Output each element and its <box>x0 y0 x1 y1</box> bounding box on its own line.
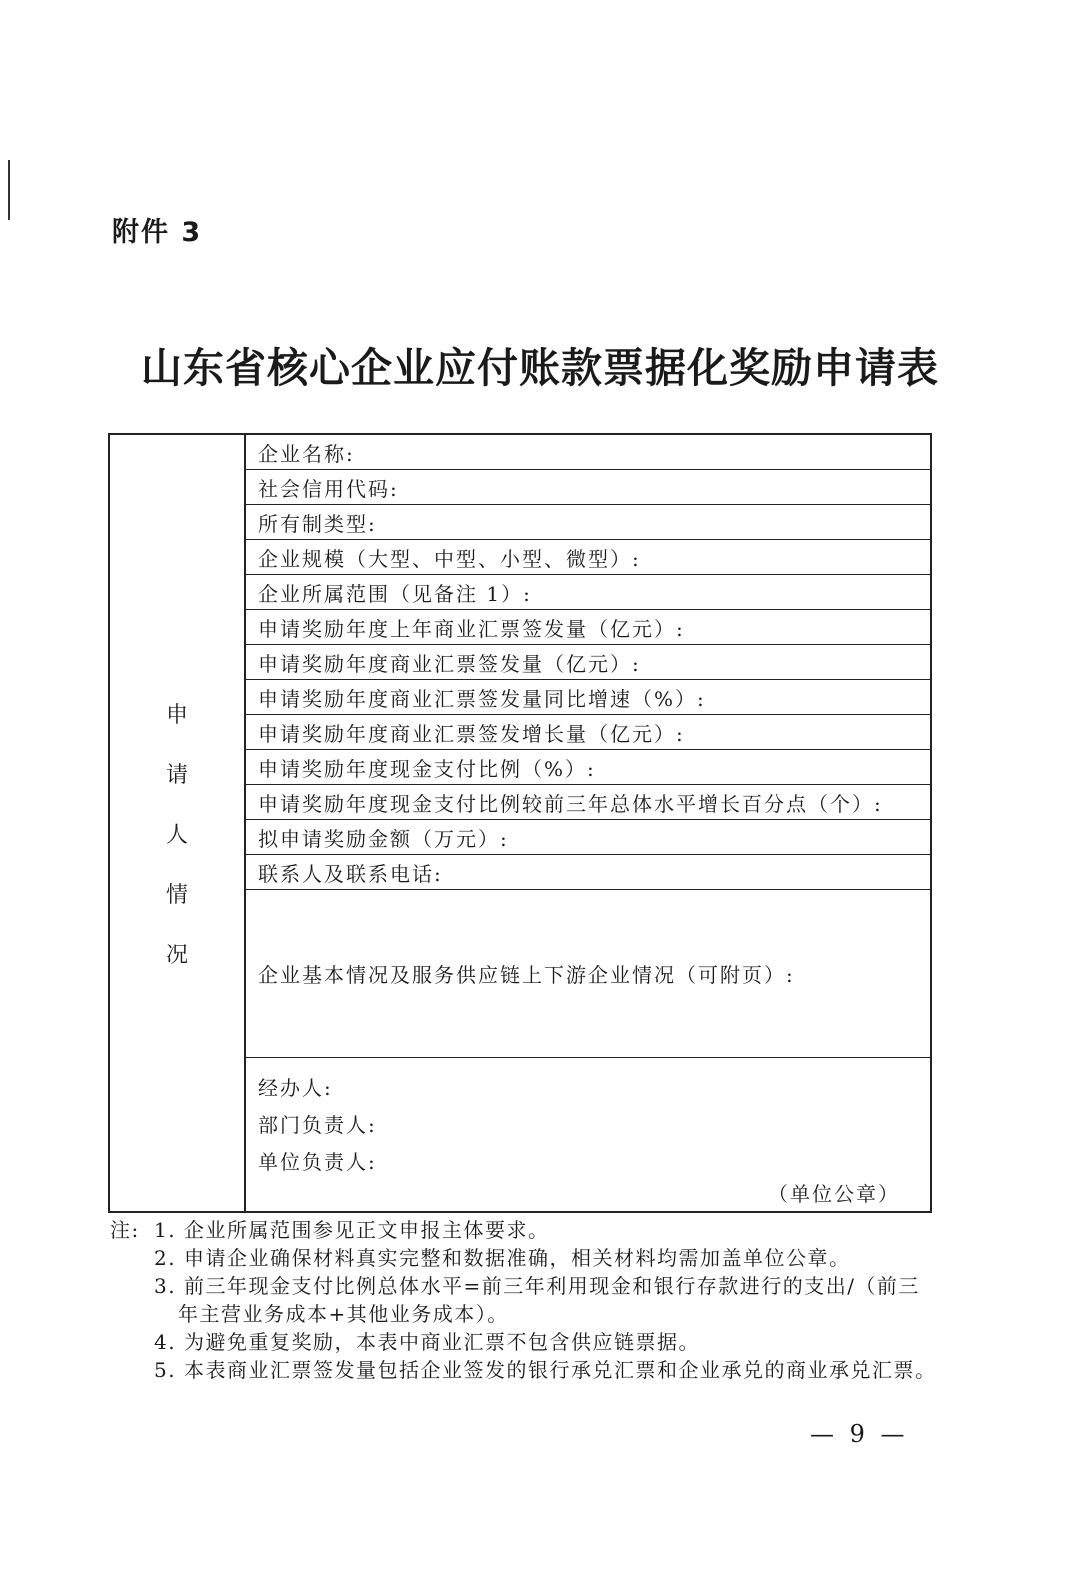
page-title: 山东省核心企业应付账款票据化奖励申请表 <box>141 344 939 392</box>
unit-seal-label: （单位公章） <box>768 1182 900 1206</box>
notes-head: 注: <box>110 1218 140 1242</box>
note-item: 3. 前三年现金支付比例总体水平=前三年利用现金和银行存款进行的支出/（前三 <box>154 1274 920 1298</box>
page-number: — 9 — <box>810 1420 909 1448</box>
field-dept-head[interactable]: 部门负责人: <box>258 1113 377 1137</box>
note-item: 1. 企业所属范围参见正文申报主体要求。 <box>154 1218 550 1242</box>
side-char: 情 <box>165 883 188 908</box>
field-company-size[interactable]: 企业规模（大型、中型、小型、微型）: <box>246 540 930 575</box>
field-credit-code[interactable]: 社会信用代码: <box>246 470 930 505</box>
field-issuance-increase[interactable]: 申请奖励年度商业汇票签发增长量（亿元）: <box>246 715 930 750</box>
field-cash-payment-ratio[interactable]: 申请奖励年度现金支付比例（%）: <box>246 750 930 785</box>
field-ownership-type[interactable]: 所有制类型: <box>246 505 930 540</box>
signature-block <box>246 1058 930 1211</box>
side-char: 申 <box>165 703 188 728</box>
note-item: 5. 本表商业汇票签发量包括企业签发的银行承兑汇票和企业承兑的商业承兑汇票。 <box>154 1358 937 1382</box>
field-cash-ratio-change[interactable]: 申请奖励年度现金支付比例较前三年总体水平增长百分点（个）: <box>246 785 930 820</box>
note-item: 2. 申请企业确保材料真实完整和数据准确，相关材料均需加盖单位公章。 <box>154 1246 851 1270</box>
note-item-continued: 年主营业务成本+其他业务成本）。 <box>178 1302 509 1326</box>
field-prev-year-issuance[interactable]: 申请奖励年度上年商业汇票签发量（亿元）: <box>246 610 930 645</box>
side-char: 人 <box>165 823 188 848</box>
field-contact[interactable]: 联系人及联系电话: <box>246 855 930 890</box>
notes <box>110 1216 940 1384</box>
field-issuance-growth-rate[interactable]: 申请奖励年度商业汇票签发量同比增速（%）: <box>246 680 930 715</box>
field-unit-head[interactable]: 单位负责人: <box>258 1150 377 1174</box>
field-company-scope[interactable]: 企业所属范围（见备注 1）: <box>246 575 930 610</box>
application-form <box>108 433 932 1213</box>
side-char: 请 <box>165 763 188 788</box>
note-item: 4. 为避免重复奖励，本表中商业汇票不包含供应链票据。 <box>154 1330 700 1354</box>
attachment-label: 附件 3 <box>112 217 203 248</box>
side-char: 况 <box>165 943 188 968</box>
applicant-section-label <box>110 705 244 1005</box>
applicant-section <box>110 435 246 1211</box>
form-fields <box>246 435 930 1211</box>
scan-edge-mark <box>8 160 10 220</box>
field-year-issuance[interactable]: 申请奖励年度商业汇票签发量（亿元）: <box>246 645 930 680</box>
field-basic-info[interactable]: 企业基本情况及服务供应链上下游企业情况（可附页）: <box>246 890 930 1058</box>
field-handler[interactable]: 经办人: <box>258 1076 333 1100</box>
field-company-name[interactable]: 企业名称: <box>246 435 930 470</box>
field-reward-amount[interactable]: 拟申请奖励金额（万元）: <box>246 820 930 855</box>
